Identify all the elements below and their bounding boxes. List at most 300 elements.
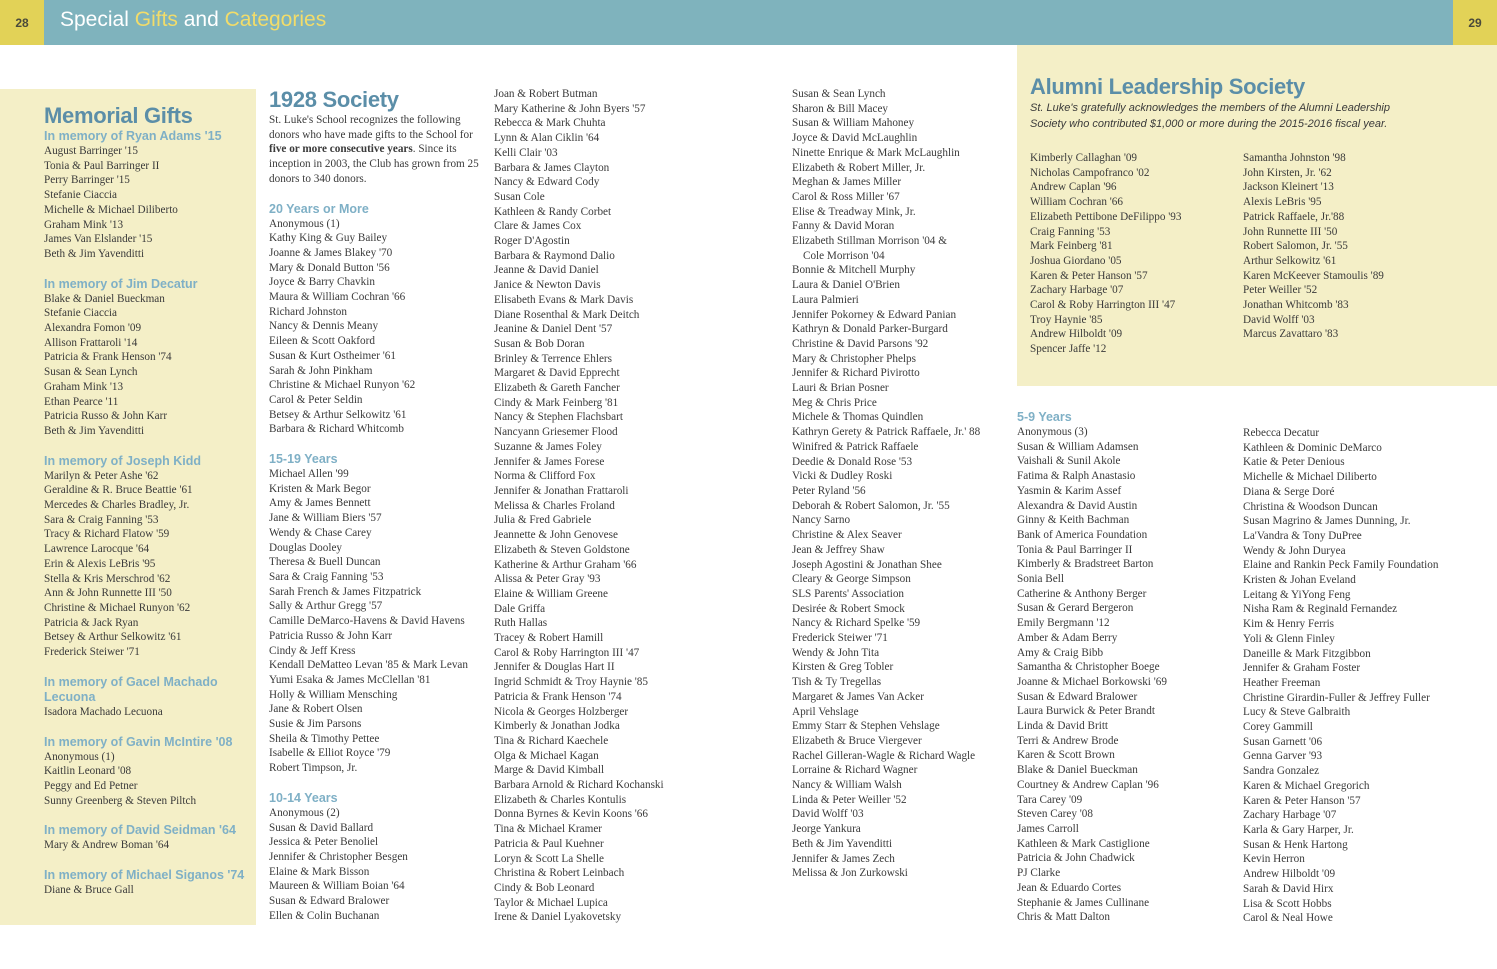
- donor-name: Lawrence Larocque '64: [44, 543, 150, 556]
- donor-name: Camille DeMarco-Havens & David Havens: [269, 615, 465, 628]
- donor-name: Graham Mink '13: [44, 380, 124, 393]
- group-spacer: [44, 262, 249, 277]
- donor-name: Deedie & Donald Rose '53: [792, 455, 913, 468]
- donor-name: Kaitlin Leonard '08: [44, 765, 132, 778]
- donor-name: Wendy & John Tita: [792, 646, 880, 659]
- donor-name: Vicki & Dudley Roski: [792, 470, 893, 483]
- donor-name: Kathleen & Randy Corbet: [494, 205, 612, 218]
- donor-name: Yasmin & Karim Assef: [1017, 484, 1122, 497]
- intro-text-a: St. Luke's School recognizes the following donors who have made gifts to the School for: [269, 114, 473, 141]
- donor-name: La'Vandra & Tony DuPree: [1243, 529, 1362, 542]
- donor-name: Carol & Roby Harrington III '47: [494, 646, 640, 659]
- donor-name: Desirée & Robert Smock: [792, 602, 905, 615]
- donor-name: Karen & Peter Hanson '57: [1243, 794, 1361, 807]
- page-number-right: 29: [1453, 0, 1497, 45]
- donor-name: Cindy & Bob Leonard: [494, 881, 595, 894]
- donor-name: Theresa & Buell Duncan: [269, 556, 381, 569]
- donor-name: Ingrid Schmidt & Troy Haynie '85: [494, 676, 648, 689]
- donor-name: Isabelle & Elliot Royce '79: [269, 747, 391, 760]
- donor-name: Loryn & Scott La Shelle: [494, 852, 604, 865]
- donor-name: Joyce & David McLaughlin: [792, 132, 918, 145]
- donor-name: Susan & William Adamsen: [1017, 440, 1139, 453]
- donor-name: Stephanie & James Cullinane: [1017, 896, 1150, 909]
- donor-name: Fanny & David Moran: [792, 220, 895, 233]
- donor-name: Christina & Robert Leinbach: [494, 867, 625, 880]
- donor-name: Joanne & Michael Borkowski '69: [1017, 675, 1167, 688]
- donor-name: Elizabeth & Charles Kontulis: [494, 793, 627, 806]
- donor-name: Michelle & Michael Diliberto: [1243, 471, 1377, 484]
- donor-name: Dale Griffa: [494, 602, 546, 615]
- donor-name: Jennifer & Douglas Hart II: [494, 661, 615, 674]
- donor-name: Sally & Arthur Gregg '57: [269, 600, 383, 613]
- donor-name: Nancy & Stephen Flachsbart: [494, 411, 623, 424]
- donor-name: Vaishali & Sunil Akole: [1017, 455, 1121, 468]
- title-word-gifts: Gifts: [134, 8, 178, 31]
- donor-name: Jean & Jeffrey Shaw: [792, 543, 885, 556]
- donor-name: Kathryn & Donald Parker-Burgard: [792, 323, 948, 336]
- donor-name: Robert Salomon, Jr. '55: [1243, 240, 1348, 253]
- donor-name: Taylor & Michael Lupica: [494, 896, 608, 909]
- donor-name: Katherine & Arthur Graham '66: [494, 558, 637, 571]
- donor-name: Ethan Pearce '11: [44, 395, 119, 408]
- donor-name: Yoli & Glenn Finley: [1243, 632, 1335, 645]
- donor-name: Andrew Hilboldt '09: [1243, 868, 1336, 881]
- title-word-and: and: [183, 8, 219, 31]
- donor-name: Heather Freeman: [1243, 676, 1321, 689]
- donor-name: Kevin Herron: [1243, 853, 1305, 866]
- donor-name: Janice & Newton Davis: [494, 279, 601, 292]
- donor-name: Carol & Peter Seldin: [269, 393, 363, 406]
- donor-name: Christine & David Parsons '92: [792, 337, 929, 350]
- donor-name: Patrick Raffaele, Jr.'88: [1243, 210, 1345, 223]
- donor-name: Susan & Sean Lynch: [44, 366, 138, 379]
- donor-name: Nancyann Griesemer Flood: [494, 426, 618, 439]
- donor-name: Lisa & Scott Hobbs: [1243, 897, 1332, 910]
- donor-name: Nancy & Richard Spelke '59: [792, 617, 921, 630]
- donor-name: Corey Gammill: [1243, 721, 1313, 734]
- donor-name: Sarah & John Pinkham: [269, 364, 373, 377]
- donor-name: Stefanie Ciaccia: [44, 307, 117, 320]
- donor-name: Patricia Russo & John Karr: [269, 629, 393, 642]
- donor-name: Elise & Treadway Mink, Jr.: [792, 205, 916, 218]
- donor-name: Laura Palmieri: [792, 293, 859, 306]
- donor-name: Wendy & Chase Carey: [269, 526, 372, 539]
- donor-name: Graham Mink '13: [44, 218, 124, 231]
- donor-name: Ginny & Keith Bachman: [1017, 514, 1130, 527]
- donor-name: Beth & Jim Yavenditti: [792, 837, 893, 850]
- memorial-group-heading: In memory of Gacel Machado Lecuona: [44, 674, 218, 704]
- donor-name: Elizabeth Stillman Morrison '04 &: [792, 235, 947, 248]
- donor-name: Troy Haynie '85: [1030, 313, 1103, 326]
- donor-name: Peter Ryland '56: [792, 484, 866, 497]
- donor-name: Patricia & Paul Kuehner: [494, 837, 604, 850]
- memorial-gifts-title: Memorial Gifts: [44, 103, 193, 128]
- donor-name: Stella & Kris Merschrod '62: [44, 572, 171, 585]
- donor-name: Brinley & Terrence Ehlers: [494, 352, 612, 365]
- donor-name: Courtney & Andrew Caplan '96: [1017, 778, 1159, 791]
- donor-name: Anonymous (1): [44, 750, 115, 763]
- donor-name: Christine Girardin-Fuller & Jeffrey Fuller: [1243, 691, 1430, 704]
- donor-name: Yumi Esaka & James McClellan '81: [269, 673, 431, 686]
- donor-list-column-4: [792, 87, 1012, 881]
- section-spacer: [269, 187, 483, 202]
- donor-name: Jennifer Pokorney & Edward Panian: [792, 308, 957, 321]
- donor-name: Susan & David Ballard: [269, 821, 374, 834]
- donor-name: Nancy & Dennis Meany: [269, 320, 379, 333]
- donor-name: Lorraine & Richard Wagner: [792, 764, 918, 777]
- donor-name: Margaret & James Van Acker: [792, 690, 924, 703]
- donor-name: Amy & James Bennett: [269, 497, 371, 510]
- donor-name: Jessica & Peter Benoliel: [269, 836, 379, 849]
- donor-name: Kimberly & Jonathan Jodka: [494, 720, 620, 733]
- donor-name: Kirsten & Greg Tobler: [792, 661, 894, 674]
- memorial-gifts-column: [44, 103, 249, 898]
- donor-name: Ellen & Colin Buchanan: [269, 909, 380, 922]
- donor-name: David Wolff '03: [792, 808, 864, 821]
- society-1928-column: [269, 87, 483, 923]
- donor-name: Christine & Alex Seaver: [792, 529, 902, 542]
- donor-name: Patricia & Frank Henson '74: [44, 351, 172, 364]
- donor-name: Joanne & James Blakey '70: [269, 246, 393, 259]
- donor-name: August Barringer '15: [44, 145, 138, 157]
- donor-name: Joseph Agostini & Jonathan Shee: [792, 558, 942, 571]
- donor-name: Maureen & William Boian '64: [269, 880, 405, 893]
- donor-name: Tina & Michael Kramer: [494, 823, 603, 836]
- donor-name: Christine & Michael Runyon '62: [44, 601, 191, 614]
- donor-name: Tracy & Richard Flatow '59: [44, 528, 170, 541]
- donor-name: Sandra Gonzalez: [1243, 765, 1320, 778]
- donor-name: Winifred & Patrick Raffaele: [792, 440, 919, 453]
- donor-name: Kathy King & Guy Bailey: [269, 232, 388, 245]
- donor-name: Anonymous (3): [1017, 426, 1088, 438]
- society-1928-intro: [269, 113, 483, 187]
- donor-name: Susan Magrino & James Dunning, Jr.: [1243, 515, 1411, 528]
- alumni-society-title: Alumni Leadership Society: [1030, 74, 1305, 99]
- donor-name: Geraldine & R. Bruce Beattie '61: [44, 484, 193, 497]
- donor-name: Carol & Neal Howe: [1243, 912, 1333, 925]
- donor-name: Melissa & Charles Froland: [494, 499, 615, 512]
- donor-name: Susan & Henk Hartong: [1243, 838, 1348, 851]
- donor-name: Blake & Daniel Bueckman: [44, 292, 165, 305]
- donor-name: Kristen & Johan Eveland: [1243, 574, 1356, 587]
- donor-name: Perry Barringer '15: [44, 174, 130, 187]
- title-word-categories: Categories: [224, 8, 327, 31]
- donor-name: Linda & David Britt: [1017, 720, 1109, 733]
- donor-name: PJ Clarke: [1017, 867, 1061, 880]
- donor-name: Karen & Peter Hanson '57: [1030, 269, 1148, 282]
- society-section-heading: 10-14 Years: [269, 790, 338, 805]
- donor-name: Jennifer & Graham Foster: [1243, 662, 1361, 675]
- donor-name: Christina & Woodson Duncan: [1243, 500, 1378, 513]
- donor-name: Daneille & Mark Fitzgibbon: [1243, 647, 1371, 660]
- donor-name: Susan & Bob Doran: [494, 337, 585, 350]
- donor-name: Cleary & George Simpson: [792, 573, 911, 586]
- donor-name: Tonia & Paul Barringer II: [1017, 543, 1133, 556]
- donor-name: Fatima & Ralph Anastasio: [1017, 470, 1136, 483]
- donor-name: Susan & Edward Bralower: [1017, 690, 1138, 703]
- donor-name: Joshua Giordano '05: [1030, 254, 1122, 267]
- donor-name: Jeorge Yankura: [792, 823, 861, 836]
- donor-name: Elaine & Mark Bisson: [269, 865, 370, 878]
- memorial-groups: [44, 129, 249, 898]
- donor-name: Wendy & John Duryea: [1243, 544, 1346, 557]
- donor-name: David Wolff '03: [1243, 313, 1315, 326]
- section-spacer: [269, 776, 483, 791]
- donor-name: Lucy & Steve Galbraith: [1243, 706, 1351, 719]
- intro-text-b: . Since its inception in 2003, the Club has grown from 25 donors to 340 donors.: [269, 143, 479, 185]
- donor-name: Eileen & Scott Oakford: [269, 335, 375, 348]
- donor-name: Elizabeth Pettibone DeFilippo '93: [1030, 210, 1182, 223]
- donor-name: Michael Allen '99: [269, 468, 349, 481]
- donor-name: Patricia Russo & John Karr: [44, 410, 168, 423]
- donor-name: Barbara & James Clayton: [494, 161, 610, 174]
- donor-name: Susie & Jim Parsons: [269, 718, 362, 731]
- donor-name: Mary & Christopher Phelps: [792, 352, 916, 365]
- donor-name: Jeanne & David Daniel: [494, 264, 599, 277]
- donor-name: Kim & Henry Ferris: [1243, 618, 1335, 631]
- donor-name: Michelle & Michael Diliberto: [44, 203, 178, 216]
- donor-name: Alexandra Fomon '09: [44, 322, 142, 335]
- donor-name: Peter Weiller '52: [1243, 284, 1318, 297]
- donor-name: Diane & Bruce Gall: [44, 884, 134, 897]
- page-title: [60, 8, 326, 32]
- donor-name: Zachary Harbage '07: [1243, 809, 1337, 822]
- donor-name: Steven Carey '08: [1017, 808, 1093, 821]
- donor-name: John Kirsten, Jr. '62: [1243, 166, 1332, 179]
- donor-name: Mary Katherine & John Byers '57: [494, 102, 646, 115]
- donor-name: Rebecca & Mark Chuhta: [494, 117, 606, 130]
- donor-name: Susan & Edward Bralower: [269, 895, 390, 908]
- donor-name: Karen McKeever Stamoulis '89: [1243, 269, 1384, 282]
- donor-name: Jennifer & Jonathan Frattaroli: [494, 484, 629, 497]
- donor-name: Catherine & Anthony Berger: [1017, 587, 1147, 600]
- donor-name: Barbara & Raymond Dalio: [494, 249, 615, 262]
- donor-name: Kimberly & Bradstreet Barton: [1017, 558, 1154, 571]
- donor-name: Joyce & Barry Chavkin: [269, 276, 375, 289]
- donor-name: Karen & Scott Brown: [1017, 749, 1115, 762]
- donor-name: Kathleen & Mark Castiglione: [1017, 837, 1150, 850]
- donor-name: Blake & Daniel Bueckman: [1017, 764, 1138, 777]
- five-nine-years-block: [1017, 410, 1237, 925]
- donor-name: Linda & Peter Weiller '52: [792, 793, 907, 806]
- group-spacer: [44, 853, 249, 868]
- donor-name: Karen & Michael Gregorich: [1243, 779, 1370, 792]
- donor-name: Susan & Gerard Bergeron: [1017, 602, 1134, 615]
- donor-name: Patricia & John Chadwick: [1017, 852, 1135, 865]
- society-sections: [269, 187, 483, 924]
- donor-name: Isadora Machado Lecuona: [44, 705, 163, 718]
- memorial-group-heading: In memory of Jim Decatur: [44, 276, 198, 291]
- page-number-left: 28: [0, 0, 44, 45]
- donor-name: Tracey & Robert Hamill: [494, 632, 604, 645]
- donor-name: Anonymous (2): [269, 806, 340, 819]
- donor-name: Clare & James Cox: [494, 220, 582, 233]
- donor-name: Frederick Steiwer '71: [44, 646, 140, 659]
- donor-name: Roger D'Agostin: [494, 235, 570, 248]
- donor-name: Richard Johnston: [269, 305, 347, 318]
- donor-name: James Carroll: [1017, 822, 1079, 835]
- donor-name: Kelli Clair '03: [494, 146, 558, 159]
- donor-name: Andrew Hilboldt '09: [1030, 328, 1123, 341]
- donor-name: Elizabeth & Gareth Fancher: [494, 382, 620, 395]
- donor-name: Jean & Eduardo Cortes: [1017, 881, 1122, 894]
- donor-name: Norma & Clifford Fox: [494, 470, 596, 483]
- donor-name: Anonymous (1): [269, 217, 340, 230]
- alumni-list-left: [1030, 151, 1240, 357]
- donor-name: Rachel Gilleran-Wagle & Richard Wagle: [792, 749, 976, 762]
- donor-name: Marge & David Kimball: [494, 764, 605, 777]
- donor-name: Arthur Selkowitz '61: [1243, 254, 1337, 267]
- group-spacer: [44, 439, 249, 454]
- donor-name: Robert Timpson, Jr.: [269, 762, 358, 775]
- donor-name: Kendall DeMatteo Levan '85 & Mark Levan: [269, 659, 468, 672]
- memorial-group-heading: In memory of David Seidman '64: [44, 823, 236, 838]
- donor-name: Jackson Kleinert '13: [1243, 181, 1334, 194]
- section-spacer: [269, 437, 483, 452]
- donor-name: Leitang & YiYong Feng: [1243, 588, 1351, 601]
- donor-name: Spencer Jaffe '12: [1030, 343, 1107, 356]
- memorial-group-heading: In memory of Gavin McIntire '08: [44, 734, 233, 749]
- donor-name: Sunny Greenberg & Steven Piltch: [44, 794, 197, 807]
- donor-name: Sonia Bell: [1017, 573, 1064, 586]
- donor-name: Amber & Adam Berry: [1017, 631, 1118, 644]
- donor-name: Sharon & Bill Macey: [792, 102, 889, 115]
- memorial-group-heading: In memory of Michael Siganos '74: [44, 868, 245, 883]
- donor-name: Frederick Steiwer '71: [792, 632, 888, 645]
- donor-name: Betsey & Arthur Selkowitz '61: [44, 631, 182, 644]
- donor-name: Elizabeth & Steven Goldstone: [494, 543, 630, 556]
- donor-name: Margaret & David Epprecht: [494, 367, 620, 380]
- memorial-group-heading: In memory of Joseph Kidd: [44, 453, 201, 468]
- donor-name: Beth & Jim Yavenditti: [44, 247, 145, 260]
- donor-name: Kimberly Callaghan '09: [1030, 152, 1138, 164]
- donor-name: Amy & Craig Bibb: [1017, 646, 1104, 659]
- donor-name: Katie & Peter Denious: [1243, 456, 1345, 469]
- donor-name: Deborah & Robert Salomon, Jr. '55: [792, 499, 950, 512]
- donor-name: Marcus Zavattaro '83: [1243, 328, 1339, 341]
- donor-name: Douglas Dooley: [269, 541, 343, 554]
- donor-name: Alexis LeBris '95: [1243, 196, 1322, 209]
- donor-name: Chris & Matt Dalton: [1017, 911, 1110, 924]
- donor-name: Rebecca Decatur: [1243, 427, 1320, 439]
- donor-name: Nancy & Edward Cody: [494, 176, 600, 189]
- donor-name: Tina & Richard Kaechele: [494, 734, 609, 747]
- donor-name: Andrew Caplan '96: [1030, 181, 1117, 194]
- donor-name: Donna Byrnes & Kevin Koons '66: [494, 808, 648, 821]
- donor-name: Melissa & Jon Zurkowski: [792, 867, 908, 880]
- donor-name: Stefanie Ciaccia: [44, 189, 117, 202]
- donor-name: Alissa & Peter Gray '93: [494, 573, 601, 586]
- five-nine-list-right: [1243, 426, 1493, 926]
- donor-name: Ninette Enrique & Mark McLaughlin: [792, 146, 960, 159]
- donor-name: Ann & John Runnette III '50: [44, 587, 172, 600]
- donor-name: SLS Parents' Association: [792, 587, 905, 600]
- donor-name: April Vehslage: [792, 705, 859, 718]
- donor-name: Bank of America Foundation: [1017, 528, 1148, 541]
- donor-name: Marilyn & Peter Ashe '62: [44, 469, 159, 482]
- donor-name: Mary & Donald Button '56: [269, 261, 390, 274]
- donor-name: Zachary Harbage '07: [1030, 284, 1124, 297]
- donor-name: Jennifer & Richard Pivirotto: [792, 367, 920, 380]
- donor-name: Holly & William Mensching: [269, 688, 398, 701]
- donor-name: Laura Burwick & Peter Brandt: [1017, 705, 1155, 718]
- donor-name: Cole Morrison '04: [803, 249, 885, 262]
- society-1928-title: 1928 Society: [269, 87, 399, 112]
- donor-name: Mary & Andrew Boman '64: [44, 839, 170, 852]
- donor-name: Jeanine & Daniel Dent '57: [494, 323, 613, 336]
- donor-name: Susan & William Mahoney: [792, 117, 915, 130]
- society-section-heading: 20 Years or More: [269, 201, 369, 216]
- donor-name: Susan & Sean Lynch: [792, 88, 886, 100]
- donor-name: Meghan & James Miller: [792, 176, 902, 189]
- donor-name: Nancy Sarno: [792, 514, 851, 527]
- donor-name: Terri & Andrew Brode: [1017, 734, 1119, 747]
- donor-name: Barbara & Richard Whitcomb: [269, 423, 404, 436]
- donor-name: Peggy and Ed Petner: [44, 779, 138, 792]
- group-spacer: [44, 808, 249, 823]
- donor-name: Tish & Ty Tregellas: [792, 676, 882, 689]
- donor-name: Sara & Craig Fanning '53: [269, 570, 384, 583]
- donor-name: Samantha Johnston '98: [1243, 152, 1346, 164]
- donor-name: Michele & Thomas Quindlen: [792, 411, 924, 424]
- donor-name: Sarah & David Hirx: [1243, 882, 1334, 895]
- intro-text-bold: five or more consecutive years: [269, 143, 413, 156]
- donor-name: Kristen & Mark Begor: [269, 482, 371, 495]
- donor-name: Irene & Daniel Lyakovetsky: [494, 911, 622, 924]
- group-spacer: [44, 720, 249, 735]
- donor-name: Emmy Starr & Stephen Vehslage: [792, 720, 940, 733]
- donor-name: Tara Carey '09: [1017, 793, 1083, 806]
- donor-name: Diane Rosenthal & Mark Deitch: [494, 308, 640, 321]
- donor-name: Jonathan Whitcomb '83: [1243, 299, 1349, 312]
- donor-name: Allison Frattaroli '14: [44, 336, 138, 349]
- donor-name: Elizabeth & Bruce Viergever: [792, 734, 922, 747]
- donor-name: Patricia & Frank Henson '74: [494, 690, 622, 703]
- donor-name: Karla & Gary Harper, Jr.: [1243, 823, 1354, 836]
- donor-name: Jennifer & Christopher Besgen: [269, 850, 408, 863]
- donor-name: Carol & Roby Harrington III '47: [1030, 299, 1176, 312]
- donor-name: Diana & Serge Doré: [1243, 485, 1335, 498]
- donor-name: Susan Garnett '06: [1243, 735, 1323, 748]
- alumni-society-intro: St. Luke's gratefully acknowledges the members of the Alumni Leadership Society who contributed $1,000 or more during the 2015-2016 fiscal year.: [1030, 102, 1390, 130]
- donor-name: Jennifer & James Forese: [494, 455, 605, 468]
- donor-name: Kathryn Gerety & Patrick Raffaele, Jr.' 88: [792, 426, 981, 439]
- donor-name: Betsey & Arthur Selkowitz '61: [269, 408, 407, 421]
- alumni-society-block: [1030, 74, 1490, 132]
- donor-name: Susan Cole: [494, 190, 545, 203]
- donor-name: Lynn & Alan Ciklin '64: [494, 132, 600, 145]
- donor-name: Suzanne & James Foley: [494, 440, 602, 453]
- donor-name: John Runnette III '50: [1243, 225, 1338, 238]
- donor-name: Meg & Chris Price: [792, 396, 877, 409]
- donor-name: Cindy & Mark Feinberg '81: [494, 396, 619, 409]
- donor-name: Nicola & Georges Holzberger: [494, 705, 629, 718]
- donor-name: Elaine & William Greene: [494, 587, 608, 600]
- donor-name: Julia & Fred Gabriele: [494, 514, 592, 527]
- donor-name: William Cochran '66: [1030, 196, 1123, 209]
- donor-name: Elizabeth & Robert Miller, Jr.: [792, 161, 926, 174]
- donor-name: Ruth Hallas: [494, 617, 548, 630]
- donor-name: Carol & Ross Miller '67: [792, 190, 900, 203]
- donor-name: Mercedes & Charles Bradley, Jr.: [44, 499, 190, 512]
- donor-name: Erin & Alexis LeBris '95: [44, 557, 156, 570]
- donor-name: Barbara Arnold & Richard Kochanski: [494, 779, 664, 792]
- donor-name: Patricia & Jack Ryan: [44, 616, 139, 629]
- donor-name: Alexandra & David Austin: [1017, 499, 1138, 512]
- donor-name: James Van Elslander '15: [44, 233, 153, 246]
- group-spacer: [44, 660, 249, 675]
- donor-name: Elisabeth Evans & Mark Davis: [494, 293, 634, 306]
